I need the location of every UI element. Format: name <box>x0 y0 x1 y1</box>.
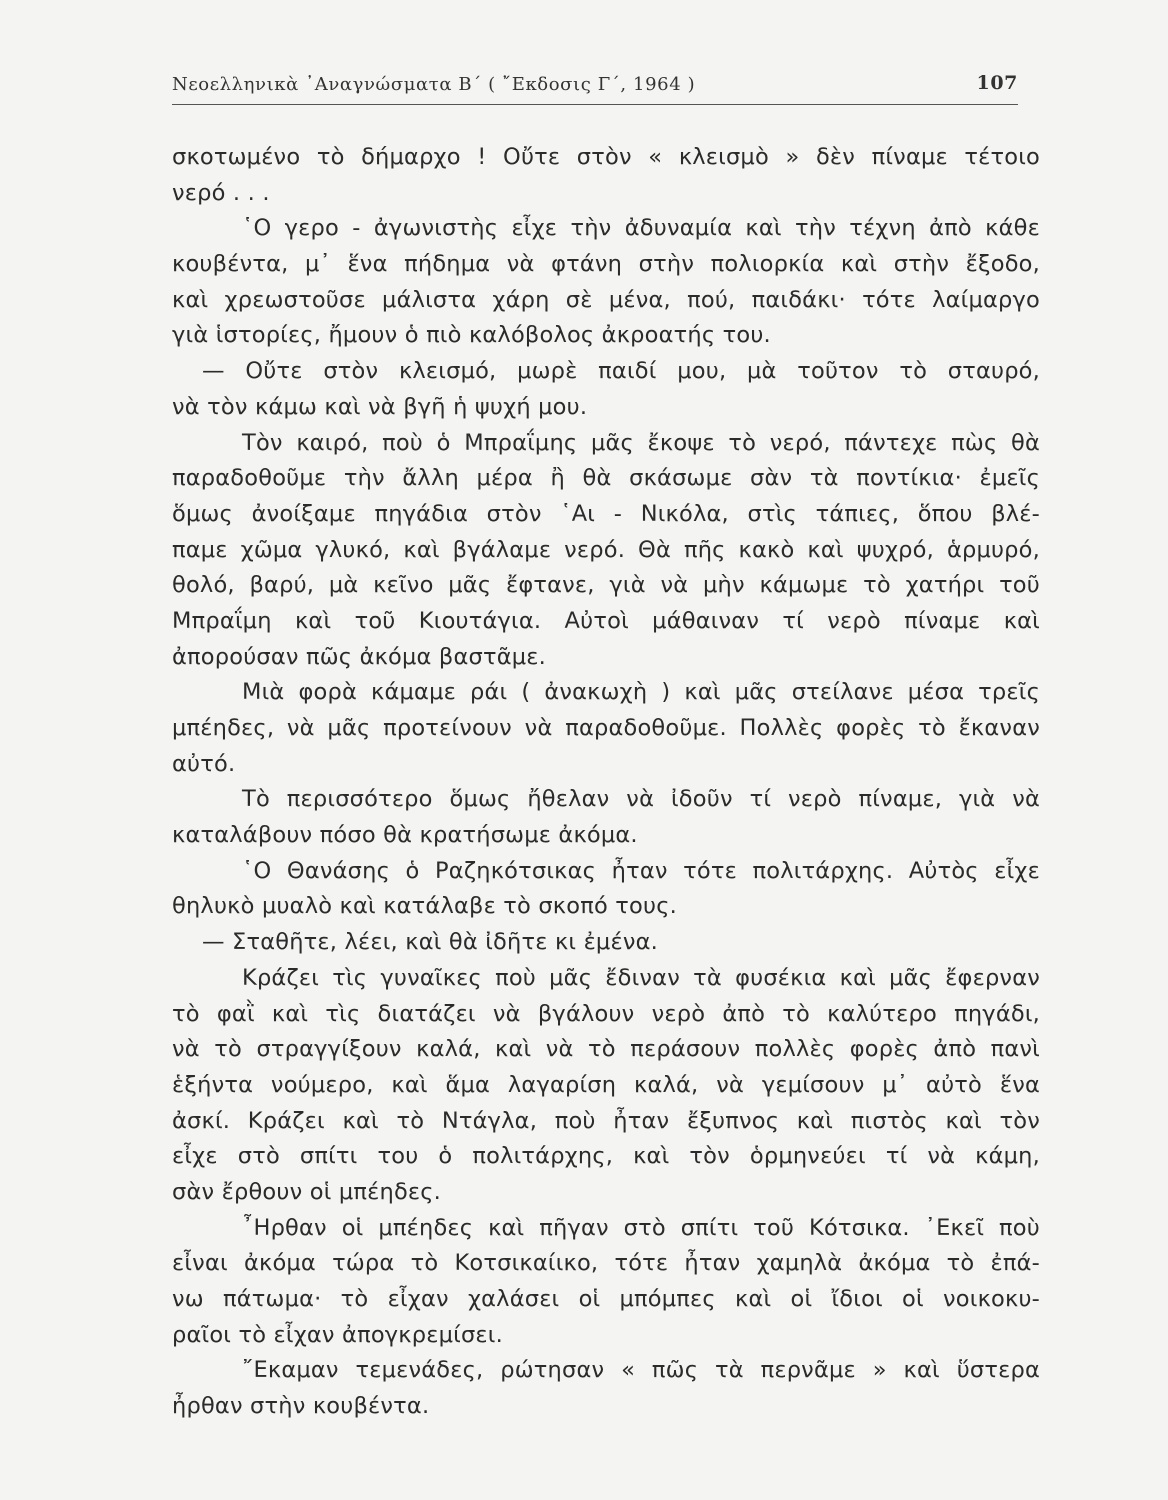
text-line: Μπραΐμη καὶ τοῦ Κιουτάγια. Αὐτοὶ μάθαιναν τί νερὸ πίναμε καὶ <box>172 607 1040 634</box>
page-number: 107 <box>976 72 1018 94</box>
running-head-title: Νεοελληνικὰ ᾿Αναγνώσματα Β΄ ( ῎Εκδοσις Γ΄, 1964 ) <box>172 74 696 95</box>
text-line: Τὸ περισσότερο ὅμως ἤθελαν νὰ ἰδοῦν τί νερὸ πίναμε, γιὰ νὰ <box>242 786 1040 813</box>
body-text <box>172 140 1040 1425</box>
text-line: σκοτωμένο τὸ δήμαρχο ! Οὔτε στὸν « κλεισμὸ » δὲν πίναμε τέτοιο <box>172 144 1040 170</box>
running-head <box>172 72 1018 102</box>
text-line: καὶ χρεωστοῦσε μάλιστα χάρη σὲ μένα, πού, παιδάκι· τότε λαίμαργο <box>172 286 1040 313</box>
text-line: κουβέντα, μ᾿ ἕνα πήδημα νὰ φτάνη στὴν πολιορκία καὶ στὴν ἔξοδο, <box>172 251 1040 278</box>
text-line: καταλάβουν πόσο θὰ κρατήσωμε ἀκόμα. <box>172 822 638 849</box>
text-line: μπέηδες, νὰ μᾶς προτείνουν νὰ παραδοθοῦμε. Πολλὲς φορὲς τὸ ἔκαναν <box>172 715 1040 741</box>
text-line: ῏Ηρθαν οἱ μπέηδες καὶ πῆγαν στὸ σπίτι τοῦ Κότσικα. ᾿Εκεῖ ποὺ <box>242 1214 1040 1241</box>
text-line: Κράζει τὶς γυναῖκες ποὺ μᾶς ἔδιναν τὰ φυσέκια καὶ μᾶς ἔφερναν <box>242 964 1040 991</box>
text-line: σὰν ἔρθουν οἱ μπέηδες. <box>172 1178 442 1205</box>
text-line: νὰ τὸν κάμω καὶ νὰ βγῆ ἡ ψυχή μου. <box>172 393 588 420</box>
text-line: θολό, βαρύ, μὰ κεῖνο μᾶς ἔφτανε, γιὰ νὰ μὴν κάμωμε τὸ χατήρι τοῦ <box>172 572 1040 599</box>
text-line: — Οὔτε στὸν κλεισμό, μωρὲ παιδί μου, μὰ τοῦτον τὸ σταυρό, <box>202 358 1040 385</box>
text-line: νω πάτωμα· τὸ εἶχαν χαλάσει οἱ μπόμπες καὶ οἱ ἴδιοι οἱ νοικοκυ- <box>172 1286 1040 1312</box>
text-line: παραδοθοῦμε τὴν ἄλλη μέρα ἢ θὰ σκάσωμε σὰν τὰ ποντίκια· ἐμεῖς <box>172 465 1040 492</box>
text-line: νερό . . . <box>172 179 270 206</box>
text-line: Τὸν καιρό, ποὺ ὁ Μπραΐμης μᾶς ἔκοψε τὸ νερό, πάντεχε πὼς θὰ <box>242 429 1040 456</box>
text-line: Μιὰ φορὰ κάμαμε ράι ( ἀνακωχὴ ) καὶ μᾶς στείλανε μέσα τρεῖς <box>242 679 1040 706</box>
text-line: τὸ φαῒ καὶ τὶς διατάζει νὰ βγάλουν νερὸ ἀπὸ τὸ καλύτερο πηγάδι, <box>172 1000 1040 1027</box>
text-line: θηλυκὸ μυαλὸ καὶ κατάλαβε τὸ σκοπό τους. <box>172 893 677 920</box>
text-line: ἦρθαν στὴν κουβέντα. <box>172 1393 430 1420</box>
text-line: ραῖοι τὸ εἶχαν ἀπογκρεμίσει. <box>172 1321 503 1348</box>
text-line: ῾Ο γερο - ἀγωνιστὴς εἶχε τὴν ἀδυναμία καὶ τὴν τέχνη ἀπὸ κάθε <box>242 215 1040 242</box>
text-line: παμε χῶμα γλυκό, καὶ βγάλαμε νερό. Θὰ πῆς κακὸ καὶ ψυχρό, ἁρμυρό, <box>172 536 1040 563</box>
text-line: εἶχε στὸ σπίτι του ὁ πολιτάρχης, καὶ τὸν ὁρμηνεύει τί νὰ κάμη, <box>172 1143 1040 1170</box>
text-line: αὐτό. <box>172 750 236 777</box>
text-line: ῾Ο Θανάσης ὁ Ραζηκότσικας ἦταν τότε πολιτάρχης. Αὐτὸς εἶχε <box>242 857 1040 884</box>
text-line: ἀσκί. Κράζει καὶ τὸ Ντάγλα, ποὺ ἦταν ἔξυπνος καὶ πιστὸς καὶ τὸν <box>172 1107 1040 1134</box>
text-line: ὅμως ἀνοίξαμε πηγάδια στὸν ῾Αι - Νικόλα, στὶς τάπιες, ὅπου βλέ- <box>172 500 1040 527</box>
text-line: — Σταθῆτε, λέει, καὶ θὰ ἰδῆτε κι ἐμένα. <box>202 929 658 956</box>
text-line: ἑξήντα νούμερο, καὶ ἅμα λαγαρίση καλά, νὰ γεμίσουν μ᾿ αὐτὸ ἕνα <box>172 1071 1040 1098</box>
text-line: ῎Εκαμαν τεμενάδες, ρώτησαν « πῶς τὰ περνᾶμε » καὶ ὕστερα <box>242 1357 1040 1384</box>
text-line: ἀπορούσαν πῶς ἀκόμα βαστᾶμε. <box>172 643 546 670</box>
text-line: νὰ τὸ στραγγίξουν καλά, καὶ νὰ τὸ περάσουν πολλὲς φορὲς ἀπὸ πανὶ <box>172 1036 1040 1063</box>
text-line: γιὰ ἱστορίες, ἤμουν ὁ πιὸ καλόβολος ἀκροατής του. <box>172 322 771 349</box>
text-line: εἶναι ἀκόμα τώρα τὸ Κοτσικαίικο, τότε ἦταν χαμηλὰ ἀκόμα τὸ ἐπά- <box>172 1250 1040 1277</box>
header-rule <box>172 104 1018 105</box>
